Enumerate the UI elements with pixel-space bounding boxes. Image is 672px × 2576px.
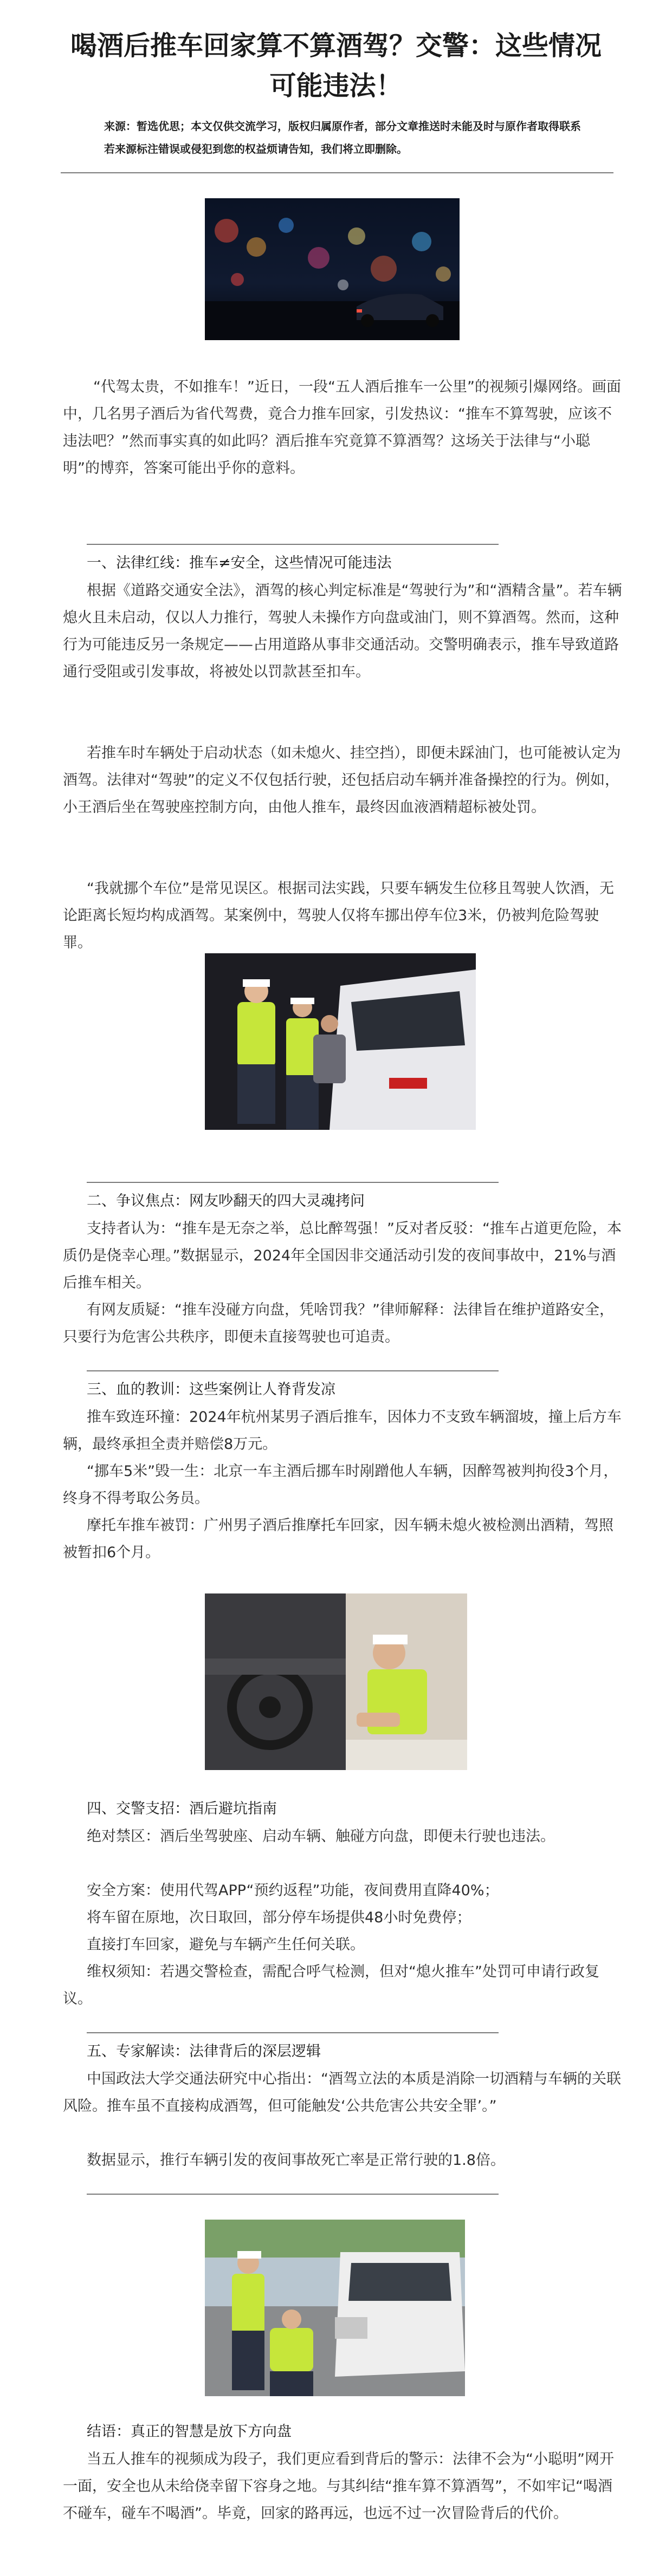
- section-4-heading: 四、交警支招：酒后避坑指南: [87, 1800, 277, 1817]
- night-street-photo: [205, 198, 460, 340]
- section-1-paragraph-2: 若推车时车辆处于启动状态（如未熄火、挂空挡），即便未踩油门，也可能被认定为酒驾。法律对“驾驶”的定义不仅包括行驶，还包括启动车辆并准备操控的行为。例如，小王酒后坐在驾驶座控制方向，由他人推车，最终因血液酒精超标被处罚。: [63, 745, 621, 816]
- article-title: 喝酒后推车回家算不算酒驾？交警：这些情况可能违法！: [70, 30, 602, 101]
- roadside-officers-photo: [205, 2220, 465, 2396]
- section-4-paragraph-1: 绝对禁区：酒后坐驾驶座、启动车辆、触碰方向盘，即便未行驶也违法。: [87, 1828, 555, 1845]
- ending-paragraph: 当五人推车的视频成为段子，我们更应看到背后的警示：法律不会为“小聪明”网开一面，安全也从未给侥幸留下容身之地。与其纠结“推车算不算酒驾”，不如牢记“喝酒不碰车，碰车不喝酒”。毕竟，回家的路再远，也远不过一次冒险背后的代价。: [63, 2451, 614, 2522]
- section-4-paragraph-5: 维权须知：若遇交警检查，需配合呼气检测，但对“熄火推车”处罚可申请行政复议。: [63, 1963, 599, 2007]
- divider: [87, 2194, 499, 2195]
- police-checkpoint-photo: [205, 953, 476, 1130]
- officer-in-car-photo: [205, 1593, 467, 1770]
- section-2-paragraph-1: 支持者认为：“推车是无奈之举，总比醉驾强！”反对者反驳：“推车占道更危险，本质仍是侥幸心理。”数据显示，2024年全国因非交通活动引发的夜间事故中，21%与酒后推车相关。: [63, 1220, 622, 1291]
- section-3-paragraph-2: “挪车5米”毁一生：北京一车主酒后挪车时剐蹭他人车辆，因醉驾被判拘役3个月，终身不得考取公务员。: [63, 1463, 618, 1507]
- section-5-paragraph-2: 数据显示，推行车辆引发的夜间事故死亡率是正常行驶的1.8倍。: [87, 2152, 505, 2169]
- source-note: 来源：暂选优思；本文仅供交流学习，版权归属原作者，部分文章推送时未能及时与原作者取得联系若来源标注错误或侵犯到您的权益烦请告知，我们将立即删除。: [104, 120, 581, 155]
- intro-paragraph: “代驾太贵，不如推车！”近日，一段“五人酒后推车一公里”的视频引爆网络。画面中，几名男子酒后为省代驾费，竟合力推车回家，引发热议：“推车不算驾驶，应该不违法吧？”然而事实真的如此吗？酒后推车究竟算不算酒驾？这场关于法律与“小聪明”的博弈，答案可能出乎你的意料。: [63, 379, 621, 477]
- section-5-heading: 五、专家解读：法律背后的深层逻辑: [87, 2043, 321, 2060]
- divider: [87, 2032, 499, 2033]
- section-1-paragraph-3: “我就挪个车位”是常见误区。根据司法实践，只要车辆发生位移且驾驶人饮酒，无论距离长短均构成酒驾。某案例中，驾驶人仅将车挪出停车位3米，仍被判危险驾驶罪。: [63, 880, 614, 951]
- divider: [61, 172, 613, 173]
- section-4-paragraph-4: 直接打车回家，避免与车辆产生任何关联。: [87, 1936, 365, 1953]
- section-2-paragraph-2: 有网友质疑：“推车没碰方向盘，凭啥罚我？”律师解释：法律旨在维护道路安全，只要行为危害公共秩序，即便未直接驾驶也可追责。: [63, 1302, 614, 1345]
- divider: [87, 1370, 499, 1371]
- section-1-paragraph-1: 根据《道路交通安全法》，酒驾的核心判定标准是“驾驶行为”和“酒精含量”。若车辆熄火且未启动，仅以人力推行，驾驶人未操作方向盘或油门，则不算酒驾。然而，这种行为可能违反另一条规定——占用道路从事非交通活动。交警明确表示，推车导致道路通行受阻或引发事故，将被处以罚款甚至扣车。: [63, 582, 622, 680]
- section-4-paragraph-2: 安全方案：使用代驾APP“预约返程”功能，夜间费用直降40%；: [87, 1882, 499, 1899]
- section-1-heading: 一、法律红线：推车≠安全，这些情况可能违法: [87, 555, 392, 571]
- divider: [87, 544, 499, 545]
- section-4-paragraph-3: 将车留在原地，次日取回，部分停车场提供48小时免费停；: [87, 1909, 471, 1926]
- divider: [87, 1182, 499, 1183]
- section-3-paragraph-1: 推车致连环撞：2024年杭州某男子酒后推车，因体力不支致车辆溜坡，撞上后方车辆，最终承担全责并赔偿8万元。: [63, 1409, 622, 1453]
- section-3-paragraph-3: 摩托车推车被罚：广州男子酒后推摩托车回家，因车辆未熄火被检测出酒精，驾照被暂扣6个月。: [63, 1517, 613, 1561]
- section-5-paragraph-1: 中国政法大学交通法研究中心指出：“酒驾立法的本质是消除一切酒精与车辆的关联风险。推车虽不直接构成酒驾，但可能触发‘公共危害公共安全罪’。”: [63, 2071, 621, 2115]
- section-3-heading: 三、血的教训：这些案例让人脊背发凉: [87, 1381, 335, 1398]
- section-2-heading: 二、争议焦点：网友吵翻天的四大灵魂拷问: [87, 1193, 365, 1209]
- ending-heading: 结语：真正的智慧是放下方向盘: [87, 2423, 292, 2440]
